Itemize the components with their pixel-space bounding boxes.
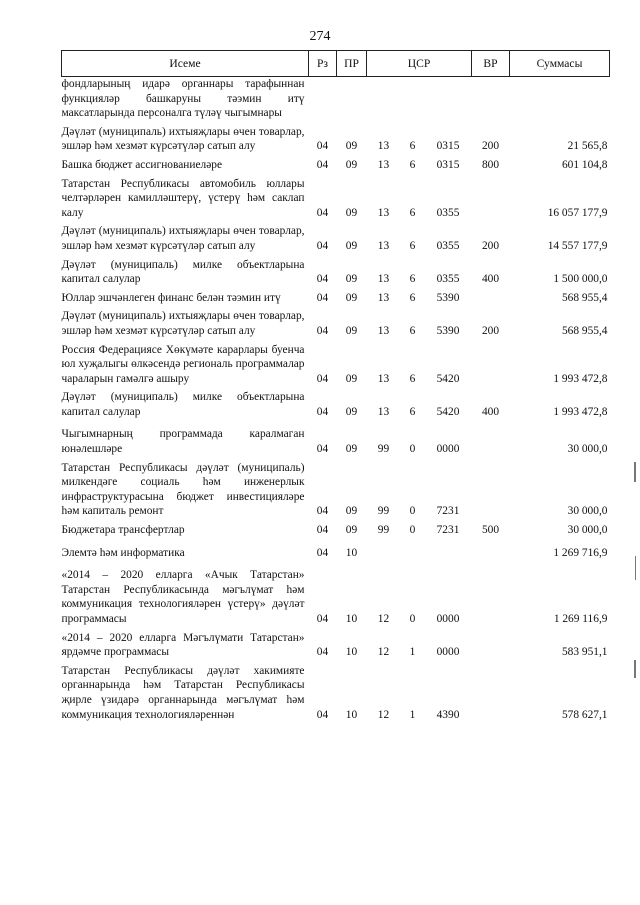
row-vr: 800	[481, 158, 500, 171]
row-vr	[472, 289, 510, 308]
row-csr-code: 0000	[436, 443, 460, 456]
table-header	[62, 51, 610, 77]
row-pr: 09	[345, 239, 358, 252]
row-csr-subprogram	[401, 540, 425, 563]
row-rz: 04	[316, 158, 329, 171]
row-csr-subprogram: 0	[409, 524, 416, 537]
row-rz: 04	[316, 273, 329, 286]
row-rz: 04	[316, 646, 329, 659]
row-rz: 04	[316, 546, 329, 559]
row-sum: 1 993 472,8	[553, 405, 608, 418]
row-csr-subprogram: 6	[409, 273, 416, 286]
row-csr-program: 13	[377, 324, 390, 337]
row-name: Дәүләт (муниципаль) ихтыяҗлары өчен товарлар, эшләр һәм хезмәт күрсәтүләр сатып алу	[61, 225, 305, 252]
row-vr	[472, 77, 510, 123]
row-pr: 09	[345, 405, 358, 418]
table-row	[62, 421, 610, 458]
table-row	[62, 388, 610, 421]
table-row	[62, 521, 610, 540]
row-vr	[472, 662, 510, 724]
row-rz: 04	[316, 443, 329, 456]
table-row	[62, 289, 610, 308]
row-vr	[472, 562, 510, 628]
table-row	[62, 307, 610, 340]
row-rz: 04	[316, 405, 329, 418]
row-csr-code: 5390	[436, 324, 460, 337]
row-sum: 14 557 177,9	[547, 239, 608, 252]
row-pr: 09	[345, 324, 358, 337]
row-vr: 200	[481, 239, 500, 252]
row-name: Элемтә һәм информатика	[61, 546, 185, 559]
row-csr-subprogram: 6	[409, 405, 416, 418]
row-pr: 09	[345, 206, 358, 219]
row-csr-subprogram: 6	[409, 372, 416, 385]
row-csr-program: 12	[377, 708, 390, 721]
row-sum: 30 000,0	[567, 443, 608, 456]
row-csr-program: 13	[377, 372, 390, 385]
row-rz: 04	[316, 505, 329, 518]
row-csr-code: 0000	[436, 646, 460, 659]
row-csr-program: 13	[377, 239, 390, 252]
row-name: Бюджетара трансфертлар	[61, 524, 185, 537]
row-pr: 09	[345, 524, 358, 537]
row-rz: 04	[316, 613, 329, 625]
row-name: Дәүләт (муниципаль) милке объектларына капитал салулар	[61, 258, 305, 286]
row-sum: 578 627,1	[561, 708, 608, 721]
row-sum	[510, 77, 610, 123]
row-csr-subprogram: 6	[409, 158, 416, 171]
row-sum: 568 955,4	[561, 324, 608, 337]
table-row	[62, 629, 610, 662]
table-row	[62, 222, 610, 255]
row-rz: 04	[316, 324, 329, 337]
row-sum: 601 104,8	[561, 158, 608, 171]
col-sum-header: Суммасы	[510, 51, 610, 77]
row-vr	[472, 459, 510, 521]
row-rz: 04	[316, 239, 329, 252]
row-csr-code: 7231	[436, 505, 460, 518]
row-sum: 21 565,8	[567, 140, 608, 153]
row-csr-code: 0000	[436, 613, 460, 625]
row-csr-code	[425, 540, 472, 563]
row-rz: 04	[316, 708, 329, 721]
col-csr-header: ЦСР	[367, 51, 472, 77]
row-csr-program: 13	[377, 273, 390, 286]
row-pr: 10	[345, 613, 358, 625]
row-csr-code: 0315	[436, 140, 460, 153]
row-name: Россия Федерациясе Хөкүмәте карарлары буенча юл хуҗалыгы өлкәсендә региональ программалар чараларын гамәлгә ашыру	[61, 343, 305, 385]
row-rz: 04	[316, 524, 329, 537]
row-vr: 500	[481, 524, 500, 537]
col-name-header: Исеме	[62, 51, 309, 77]
row-name: Чыгымнарның программада каралмаган юнәлешләре	[61, 428, 305, 456]
row-csr-program: 99	[377, 524, 390, 537]
col-vr-header: ВР	[472, 51, 510, 77]
row-vr: 200	[481, 324, 500, 337]
row-name: Башка бюджет ассигнованиеләре	[61, 158, 223, 171]
row-name: «2014 – 2020 елларга «Ачык Татарстан» Татарстан Республикасында мәгълүмат һәм коммуникация технологияләрен үстерү» дәүләт программасы	[61, 569, 305, 625]
row-csr-subprogram: 0	[409, 613, 416, 625]
table-body	[62, 77, 610, 725]
row-csr-subprogram: 6	[409, 206, 416, 219]
table-row	[62, 123, 610, 156]
row-sum: 583 951,1	[561, 646, 608, 659]
row-csr-subprogram: 1	[409, 708, 416, 721]
row-csr-program: 99	[377, 443, 390, 456]
row-vr: 400	[481, 405, 500, 418]
table-row	[62, 562, 610, 628]
row-name: Дәүләт (муниципаль) ихтыяҗлары өчен товарлар, эшләр һәм хезмәт күрсәтүләр сатып алу	[61, 125, 305, 153]
budget-table	[61, 50, 610, 724]
row-csr-subprogram: 0	[409, 505, 416, 518]
row-csr-code: 4390	[436, 708, 460, 721]
row-pr: 09	[345, 158, 358, 171]
row-csr-subprogram: 6	[409, 324, 416, 337]
table-row	[62, 156, 610, 175]
row-pr: 09	[345, 372, 358, 385]
row-sum: 1 269 716,9	[553, 546, 608, 559]
row-sum: 568 955,4	[561, 291, 608, 304]
col-rz-header: Рз	[309, 51, 337, 77]
table-row	[62, 341, 610, 389]
row-csr-program: 12	[377, 613, 390, 625]
scan-mark	[635, 556, 636, 580]
row-pr: 10	[345, 646, 358, 659]
row-pr: 10	[345, 546, 358, 559]
row-pr: 10	[345, 708, 358, 721]
row-csr-code: 5420	[436, 372, 460, 385]
table-row	[62, 459, 610, 521]
row-sum: 30 000,0	[567, 524, 608, 537]
row-csr-subprogram: 6	[409, 291, 416, 304]
table-row	[62, 256, 610, 289]
row-pr: 09	[345, 443, 358, 456]
row-sum: 1 993 472,8	[553, 372, 608, 385]
row-csr-program: 13	[377, 140, 390, 153]
row-vr	[472, 175, 510, 223]
row-csr-program: 99	[377, 505, 390, 518]
row-csr-code: 0315	[436, 158, 460, 171]
row-name: Татарстан Республикасы дәүләт (муниципаль) милкендәге социаль һәм инженерлык инфраструктурасына бюджет инвестицияләре һәм капиталь ремонт	[61, 461, 305, 518]
row-csr-code: 0355	[436, 206, 460, 219]
row-rz: 04	[316, 140, 329, 153]
row-csr-subprogram: 0	[409, 443, 416, 456]
row-rz: 04	[316, 372, 329, 385]
row-name: Татарстан Республикасы дәүләт хакимияте органнарында һәм Татарстан Республикасы җирле үзидарә органнарында мәгълүмат һәм коммуникация технологияләреннән	[61, 664, 305, 721]
row-name: Татарстан Республикасы автомобиль юллары челтәрләрен камилләштерү, үстерү һәм саклап калу	[61, 177, 305, 219]
row-rz: 04	[316, 291, 329, 304]
row-vr	[472, 540, 510, 563]
row-csr-subprogram: 6	[409, 239, 416, 252]
table-row	[62, 540, 610, 563]
row-csr-program: 12	[377, 646, 390, 659]
row-name: фондларының идарә органнары тарафыннан функцияләр башкаруны тәэмин итү максатларында персоналга түләү чыгымнары	[61, 78, 305, 120]
table-row	[62, 175, 610, 223]
row-csr-code: 7231	[436, 524, 460, 537]
row-csr-code: 5390	[436, 291, 460, 304]
row-pr: 09	[345, 505, 358, 518]
row-csr-code: 0355	[436, 273, 460, 286]
row-sum: 1 500 000,0	[553, 273, 608, 286]
row-csr-program: 13	[377, 291, 390, 304]
row-csr-subprogram: 6	[409, 140, 416, 153]
page-number: 274	[309, 29, 331, 44]
row-name: Дәүләт (муниципаль) ихтыяҗлары өчен товарлар, эшләр һәм хезмәт күрсәтүләр сатып алу	[61, 310, 305, 337]
row-pr: 09	[345, 140, 358, 153]
row-csr-code: 0355	[436, 239, 460, 252]
row-csr-program: 13	[377, 206, 390, 219]
row-rz	[309, 77, 337, 123]
row-vr	[472, 629, 510, 662]
scan-mark	[634, 660, 636, 678]
col-pr-header: ПР	[337, 51, 367, 77]
row-csr-program	[367, 540, 401, 563]
table-row	[62, 662, 610, 724]
row-name: «2014 – 2020 елларга Мәгълүмати Татарстан» ярдәмче программасы	[61, 631, 305, 659]
row-csr-subprogram	[401, 77, 425, 123]
row-pr: 09	[345, 273, 358, 286]
row-pr	[337, 77, 367, 123]
row-vr: 200	[481, 140, 500, 153]
row-name: Юллар эшчәнлеген финанс белән тәэмин итү	[61, 291, 281, 304]
scan-mark	[634, 462, 636, 482]
row-csr-program: 13	[377, 405, 390, 418]
row-csr-program	[367, 77, 401, 123]
row-rz: 04	[316, 206, 329, 219]
row-vr	[472, 421, 510, 458]
row-csr-subprogram: 1	[409, 646, 416, 659]
row-csr-code: 5420	[436, 405, 460, 418]
row-name: Дәүләт (муниципаль) милке объектларына капитал салулар	[61, 391, 305, 418]
row-vr: 400	[481, 273, 500, 286]
row-sum: 30 000,0	[567, 505, 608, 518]
table-row	[62, 77, 610, 123]
row-csr-code	[425, 77, 472, 123]
row-sum: 1 269 116,9	[553, 613, 608, 625]
row-vr	[472, 341, 510, 389]
row-sum: 16 057 177,9	[547, 206, 608, 219]
row-pr: 09	[345, 291, 358, 304]
row-csr-program: 13	[377, 158, 390, 171]
